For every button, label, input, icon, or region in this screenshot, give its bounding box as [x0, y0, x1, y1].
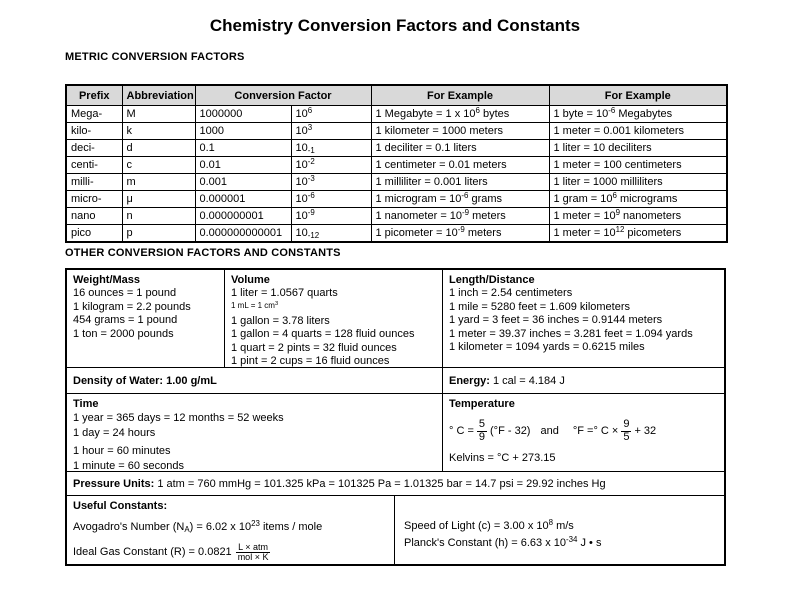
energy-label: Energy:: [449, 374, 490, 387]
col-header-prefix: Prefix: [66, 85, 122, 106]
density-cell: [67, 368, 443, 393]
weight-mass-cell: [67, 270, 225, 367]
useful-constants-row: [67, 496, 724, 564]
metric-section-heading: METRIC CONVERSION FACTORS: [65, 51, 245, 63]
example-forward-cell: 1 centimeter = 0.01 meters: [371, 157, 549, 174]
factor-power-cell: $10^{-2}$: [291, 157, 371, 174]
volume-title: Volume: [231, 274, 270, 286]
factor-power-cell: $10_{-1}$: [291, 140, 371, 157]
pressure-row: [67, 472, 724, 496]
temperature-cell: [443, 394, 724, 471]
fraction: [236, 543, 271, 563]
conversion-line: 1 year = 365 days = 12 months = 52 weeks: [73, 412, 284, 424]
conversion-line: 1 mile = 5280 feet = 1.609 kilometers: [449, 300, 630, 313]
example-forward-cell: 1 deciliter = 0.1 liters: [371, 140, 549, 157]
length-distance-cell: [443, 270, 724, 367]
conversion-line: 1 minute = 60 seconds: [73, 459, 184, 472]
prefix-cell: nano: [66, 208, 122, 225]
time-title: Time: [73, 398, 99, 410]
factor-power-cell: $10^{-6}$: [291, 191, 371, 208]
fahrenheit-formula-prefix: °F =° C ×: [572, 425, 619, 437]
col-header-example2: For Example: [549, 85, 727, 106]
pressure-cell: [67, 472, 724, 495]
energy-cell: [443, 368, 724, 393]
example-inverse-cell: 1 meter = $10^{12}$ picometers: [549, 225, 727, 243]
useful-constants-title: Useful Constants:: [73, 500, 168, 512]
conversion-line: 1 kilometer = 1094 yards = 0.6215 miles: [449, 341, 645, 353]
abbreviation-cell: μ: [122, 191, 195, 208]
fraction-denominator: 5: [623, 430, 630, 443]
prefix-cell: centi-: [66, 157, 122, 174]
factor-decimal-cell: 0.000000001: [195, 208, 291, 225]
example-inverse-cell: 1 meter = $10^9$ nanometers: [549, 208, 727, 225]
celsius-formula-prefix: ° C =: [449, 425, 474, 437]
pressure-label: Pressure Units:: [73, 477, 155, 490]
example-forward-cell: 1 kilometer = 1000 meters: [371, 123, 549, 140]
factor-decimal-cell: 1000000: [195, 106, 291, 123]
table-row: [66, 157, 727, 174]
table-row: [66, 106, 727, 123]
factor-decimal-cell: 0.1: [195, 140, 291, 157]
pressure-value: 1 atm = 760 mmHg = 101.325 kPa = 101325 Pa = 1.01325 bar = 14.7 psi = 29.92 inches Hg: [157, 477, 606, 490]
abbreviation-cell: M: [122, 106, 195, 123]
and-separator: and: [540, 425, 559, 437]
light-planck-cell: [395, 496, 724, 564]
conversion-line: 454 grams = 1 pound: [73, 314, 178, 326]
other-section-heading: OTHER CONVERSION FACTORS AND CONSTANTS: [65, 247, 341, 259]
prefix-cell: deci-: [66, 140, 122, 157]
ideal-gas-prefix: Ideal Gas Constant (R) = 0.0821: [73, 545, 232, 558]
example-inverse-cell: 1 meter = 0.001 kilometers: [549, 123, 727, 140]
factors-row: [67, 270, 724, 368]
example-inverse-cell: 1 meter = 100 centimeters: [549, 157, 727, 174]
factor-decimal-cell: 0.000000000001: [195, 225, 291, 243]
time-temperature-row: [67, 394, 724, 472]
ideal-gas-line: [73, 543, 388, 563]
factor-power-cell: $10^6$: [291, 106, 371, 123]
col-header-example1: For Example: [371, 85, 549, 106]
example-forward-cell: 1 microgram = $10^{-6}$ grams: [371, 191, 549, 208]
abbreviation-cell: k: [122, 123, 195, 140]
example-forward-cell: 1 picometer = $10^{-9}$ meters: [371, 225, 549, 243]
conversion-line: 1 ton = 2000 pounds: [73, 327, 174, 340]
factor-power-cell: $10^3$: [291, 123, 371, 140]
col-header-conversion-factor: Conversion Factor: [195, 85, 371, 106]
table-row: [66, 225, 727, 243]
conversion-line: 1 liter = 1.0567 quarts: [231, 287, 338, 299]
constants-box: [65, 268, 726, 566]
factor-decimal-cell: 1000: [195, 123, 291, 140]
example-forward-cell: 1 nanometer = $10^{-9}$ meters: [371, 208, 549, 225]
conversion-line: 1 yard = 3 feet = 36 inches = 0.9144 meters: [449, 314, 663, 326]
fraction-numerator: 9: [623, 417, 630, 430]
celsius-formula-suffix: (°F - 32): [490, 425, 531, 437]
abbreviation-cell: p: [122, 225, 195, 243]
factor-decimal-cell: 0.001: [195, 174, 291, 191]
abbreviation-cell: n: [122, 208, 195, 225]
planck-line: Planck's Constant (h) = 6.63 x $10^{-34}$ J • s: [404, 535, 602, 549]
example-forward-cell: 1 milliliter = 0.001 liters: [371, 174, 549, 191]
conversion-line: 1 quart = 2 pints = 32 fluid ounces: [231, 341, 397, 354]
factor-decimal-cell: 0.000001: [195, 191, 291, 208]
density-label: Density of Water: 1.00 g/mL: [73, 374, 217, 387]
fraction-denominator: mol × K: [237, 551, 269, 562]
table-row: [66, 191, 727, 208]
factor-power-cell: $10^{-3}$: [291, 174, 371, 191]
example-inverse-cell: 1 gram = $10^6$ micrograms: [549, 191, 727, 208]
metric-conversion-table: [65, 84, 728, 243]
example-forward-cell: 1 Megabyte = 1 x $10^6$ bytes: [371, 106, 549, 123]
density-energy-row: [67, 368, 724, 394]
table-row: [66, 140, 727, 157]
weight-mass-title: Weight/Mass: [73, 274, 141, 286]
page-title: Chemistry Conversion Factors and Constants: [209, 16, 581, 35]
energy-value: 1 cal = 4.184 J: [492, 374, 565, 387]
col-header-abbreviation: Abbreviation: [122, 85, 195, 106]
example-inverse-cell: 1 liter = 10 deciliters: [549, 140, 727, 157]
useful-constants-cell: [67, 496, 395, 564]
prefix-cell: Mega-: [66, 106, 122, 123]
prefix-cell: micro-: [66, 191, 122, 208]
abbreviation-cell: m: [122, 174, 195, 191]
conversion-line: 1 meter = 39.37 inches = 3.281 feet = 1.094 yards: [449, 327, 693, 340]
time-cell: [67, 394, 443, 471]
prefix-cell: kilo-: [66, 123, 122, 140]
fraction-denominator: 9: [478, 430, 486, 443]
fraction: [621, 419, 631, 443]
conversion-line: 1 gallon = 3.78 liters: [231, 314, 330, 327]
fraction-numerator: L × atm: [238, 541, 269, 552]
conversion-line: 1 pint = 2 cups = 16 fluid ounces: [231, 355, 390, 367]
fraction-numerator: 5: [478, 417, 486, 430]
abbreviation-cell: d: [122, 140, 195, 157]
fahrenheit-formula-suffix: + 32: [634, 425, 657, 437]
table-header-row: [66, 85, 727, 106]
volume-cell: [225, 270, 443, 367]
conversion-line: 1 kilogram = 2.2 pounds: [73, 300, 191, 313]
abbreviation-cell: c: [122, 157, 195, 174]
example-inverse-cell: 1 byte = $10^{-6}$ Megabytes: [549, 106, 727, 123]
table-row: [66, 174, 727, 191]
factor-decimal-cell: 0.01: [195, 157, 291, 174]
kelvin-line: Kelvins = °C + 273.15: [449, 452, 556, 464]
temperature-formula: [449, 413, 718, 449]
conversion-line: 16 ounces = 1 pound: [73, 287, 177, 299]
factor-power-cell: $10^{-9}$: [291, 208, 371, 225]
speed-of-light-line: Speed of Light (c) = 3.00 x $10^8$ m/s: [404, 518, 574, 532]
avogadro-line: Avogadro's Number $(N_A) = 6.02$ x $10^{23}$ items / mole: [73, 519, 323, 534]
table-row: [66, 208, 727, 225]
fraction: [477, 419, 487, 443]
temperature-title: Temperature: [449, 398, 515, 410]
conversion-line: 1 gallon = 4 quarts = 128 fluid ounces: [231, 328, 415, 340]
example-inverse-cell: 1 liter = 1000 milliliters: [549, 174, 727, 191]
table-row: [66, 123, 727, 140]
prefix-cell: milli-: [66, 174, 122, 191]
factor-power-cell: $10_{-12}$: [291, 225, 371, 243]
length-distance-title: Length/Distance: [449, 274, 535, 286]
conversion-line: 1 hour = 60 minutes: [73, 445, 171, 457]
conversion-line: 1 inch = 2.54 centimeters: [449, 287, 573, 299]
prefix-cell: pico: [66, 225, 122, 243]
ml-note: 1 mL = 1 $cm^3$: [231, 300, 279, 310]
conversion-line: 1 day = 24 hours: [73, 426, 156, 439]
